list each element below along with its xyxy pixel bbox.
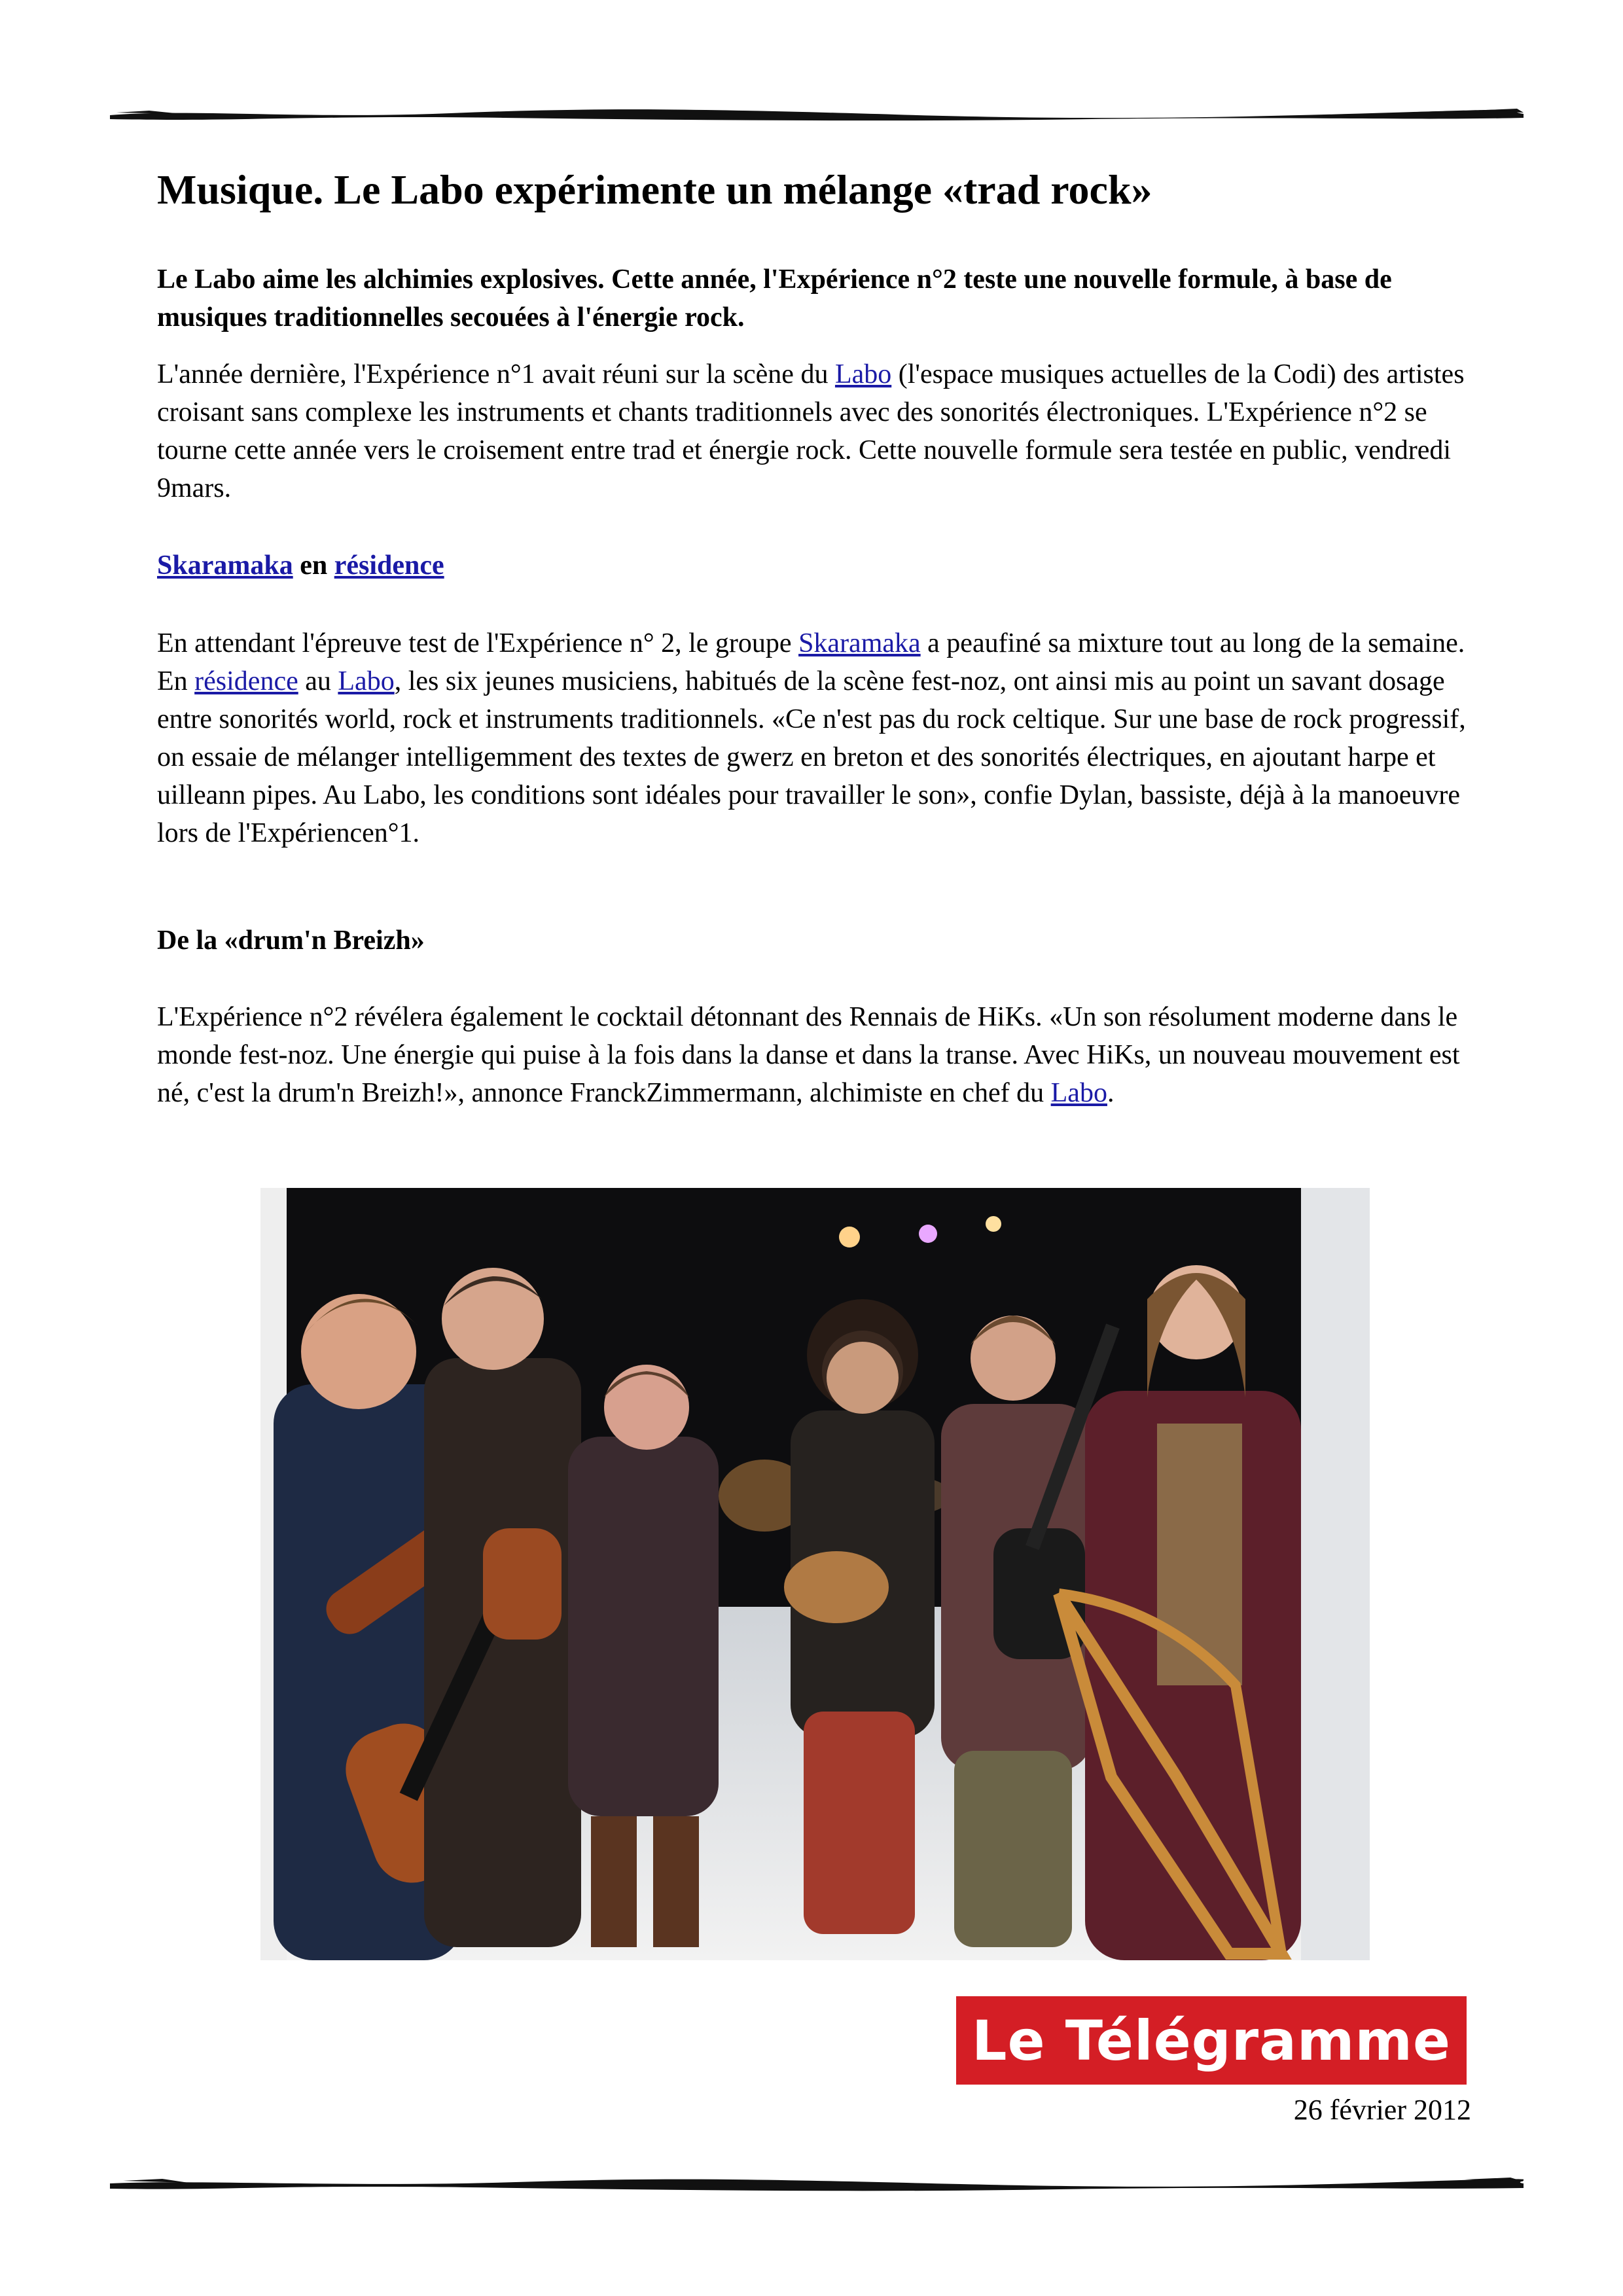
subheading-skaramaka (157, 547, 444, 584)
skaramaka-link[interactable]: Skaramaka (798, 628, 921, 658)
article-headline: Musique. Le Labo expérimente un mélange «trad rock» (157, 166, 1152, 213)
subheading-drum-n-breizh: De la «drum'n Breizh» (157, 925, 425, 956)
paragraph-1 (157, 355, 1486, 507)
paragraph-2-text-b: a peaufiné sa mixture tout au long de la semaine. En (157, 628, 1465, 696)
labo-link[interactable]: Labo (338, 666, 395, 696)
residence-link[interactable]: résidence (194, 666, 298, 696)
paragraph-3 (157, 998, 1486, 1112)
subheading-1-middle: en (293, 550, 334, 581)
labo-link[interactable]: Labo (834, 359, 892, 389)
band-photo (260, 1188, 1370, 1960)
le-telegramme-logo: Le Télégramme (956, 1996, 1467, 2085)
residence-link[interactable]: résidence (334, 550, 444, 581)
paragraph-1-text-b: (l'espace musiques actuelles de la Codi) des artistes croisant sans complexe les instruments et chants traditionnels avec des sonorités électroniques. L'Expérience n°2 se tourne cette année vers le croisement entre trad et énergie rock. Cette nouvelle formule sera testée en public, vendredi 9mars. (157, 359, 1465, 503)
paragraph-3-text-a: L'Expérience n°2 révélera également le cocktail détonnant des Rennais de HiKs. «Un son résolument moderne dans le monde fest-noz. Une énergie qui puise à la fois dans la danse et dans la transe. Avec HiKs, un nouveau mouvement est né, c'est la drum'n Breizh!», annonce FranckZimmermann, alchimiste en chef du (157, 1002, 1460, 1108)
paragraph-2 (157, 624, 1486, 852)
paragraph-2-text-a: En attendant l'épreuve test de l'Expérience n° 2, le groupe (157, 628, 799, 658)
labo-link[interactable]: Labo (1050, 1078, 1107, 1108)
publication-date: 26 février 2012 (1293, 2094, 1471, 2126)
paragraph-1-text-a: L'année dernière, l'Expérience n°1 avait réuni sur la scène du (157, 359, 835, 389)
paragraph-2-text-c: au (298, 666, 338, 696)
paragraph-3-text-b: . (1107, 1078, 1115, 1108)
skaramaka-link[interactable]: Skaramaka (157, 550, 293, 581)
top-brush-rule (110, 105, 1524, 124)
article-lede: Le Labo aime les alchimies explosives. Cette année, l'Expérience n°2 teste une nouvelle formule, à base de musiques traditionnelles secouées à l'énergie rock. (157, 264, 1392, 332)
bottom-brush-rule (110, 2174, 1524, 2194)
paragraph-2-text-d: , les six jeunes musiciens, habitués de la scène fest-noz, ont ainsi mis au point un savant dosage entre sonorités world, rock et instruments traditionnels. «Ce n'est pas du rock celtique. Sur une base de rock progressif, on essaie de mélanger intelligemment des textes de gwerz en breton et des sonorités électriques, en ajoutant harpe et uilleann pipes. Au Labo, les conditions sont idéales pour travailler le son», confie Dylan, bassiste, déjà à la manoeuvre lors de l'Expériencen°1. (157, 666, 1466, 848)
